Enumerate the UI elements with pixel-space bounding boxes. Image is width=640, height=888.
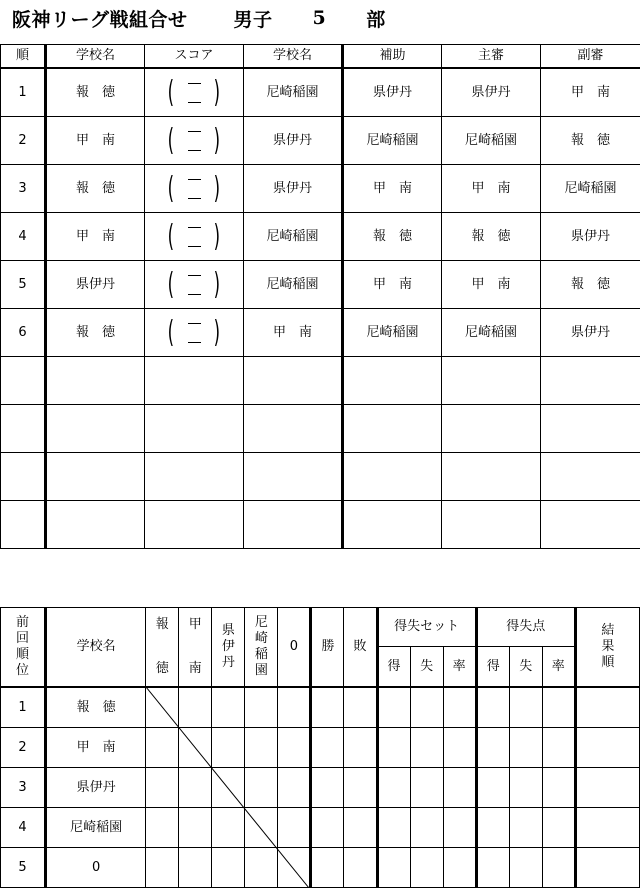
score-cell [145,261,244,309]
result-cell[interactable] [344,728,377,768]
result-cell[interactable] [212,728,245,768]
result-cell[interactable] [410,768,443,808]
result-cell[interactable] [146,808,179,848]
sub-referee: 報 徳 [541,117,640,165]
standings-school: 0 [46,848,146,888]
standings-row [1,848,640,888]
empty-cell[interactable] [541,501,640,549]
result-cell[interactable] [509,808,542,848]
result-cell[interactable] [344,687,377,728]
result-cell[interactable] [377,848,410,888]
header-result-rank: 結 果 順 [575,608,639,688]
standings-school: 尼崎稲園 [46,808,146,848]
empty-cell[interactable] [343,357,442,405]
empty-cell[interactable] [244,357,343,405]
result-cell[interactable] [410,728,443,768]
result-cell[interactable] [212,808,245,848]
result-cell[interactable] [542,728,575,768]
result-cell[interactable] [476,768,509,808]
result-cell[interactable] [245,808,278,848]
empty-cell[interactable] [541,453,640,501]
match-order: 3 [1,165,46,213]
result-cell[interactable] [443,728,476,768]
schedule-row [1,165,640,213]
result-cell[interactable] [278,848,311,888]
empty-cell[interactable] [343,501,442,549]
schedule-empty-row [1,357,640,405]
empty-cell[interactable] [244,501,343,549]
result-cell[interactable] [245,687,278,728]
result-cell[interactable] [509,848,542,888]
empty-cell[interactable] [1,357,46,405]
result-cell[interactable] [344,848,377,888]
result-cell[interactable] [311,728,344,768]
header-sub-referee: 副審 [541,45,640,69]
school-b: 尼崎稲園 [244,68,343,117]
schedule-empty-row [1,405,640,453]
sub-referee: 甲 南 [541,68,640,117]
result-cell[interactable] [509,687,542,728]
school-b: 尼崎稲園 [244,261,343,309]
result-cell[interactable] [575,848,639,888]
empty-cell[interactable] [145,501,244,549]
result-cell[interactable] [278,768,311,808]
schedule-row [1,213,640,261]
result-cell[interactable] [146,768,179,808]
result-cell[interactable] [410,848,443,888]
header-chief-referee: 主審 [442,45,541,69]
result-cell[interactable] [278,728,311,768]
header-prev-rank: 前 回 順 位 [1,608,46,688]
result-cell[interactable] [443,687,476,728]
sub-referee: 報 徳 [541,261,640,309]
title-division-label: 部 [366,8,386,31]
header-points-won: 得 [476,647,509,688]
result-cell[interactable] [443,848,476,888]
assist-official: 尼崎稲園 [343,117,442,165]
standings-header-row-1 [1,608,640,647]
header-vs-4: 尼 崎 稲 園 [245,608,278,688]
empty-cell[interactable] [442,405,541,453]
result-cell[interactable] [212,768,245,808]
result-cell[interactable] [245,728,278,768]
score-box: ( ) [167,122,221,158]
score-cell [145,117,244,165]
result-cell[interactable] [509,728,542,768]
standings-row [1,808,640,848]
result-cell[interactable] [146,848,179,888]
header-wins: 勝 [311,608,344,688]
schedule-empty-row [1,453,640,501]
title-main: 阪神リーグ戦組合せ [12,8,188,31]
result-cell[interactable] [344,808,377,848]
empty-cell[interactable] [145,453,244,501]
schedule-row [1,261,640,309]
assist-official: 県伊丹 [343,68,442,117]
sub-referee: 尼崎稲園 [541,165,640,213]
school-a: 報 徳 [46,68,145,117]
header-set-diff: 得失セット [377,608,476,647]
header-school-b: 学校名 [244,45,343,69]
standings-row [1,687,640,728]
result-cell[interactable] [377,728,410,768]
school-a: 報 徳 [46,165,145,213]
result-cell[interactable] [179,728,212,768]
header-standings-school: 学校名 [46,608,146,688]
header-losses: 敗 [344,608,377,688]
result-cell[interactable] [377,768,410,808]
empty-cell[interactable] [1,405,46,453]
empty-cell[interactable] [442,453,541,501]
school-a: 甲 南 [46,213,145,261]
schedule-empty-row [1,501,640,549]
result-cell[interactable] [443,768,476,808]
empty-cell[interactable] [145,405,244,453]
result-cell[interactable] [542,848,575,888]
result-cell[interactable] [476,848,509,888]
title-division-number: 5 [312,7,327,29]
result-cell[interactable] [278,808,311,848]
empty-cell[interactable] [1,453,46,501]
result-cell[interactable] [575,808,639,848]
empty-cell[interactable] [442,501,541,549]
header-order: 順 [1,45,46,69]
result-cell[interactable] [311,768,344,808]
schedule-row [1,309,640,357]
standings-school: 報 徳 [46,687,146,728]
score-cell [145,68,244,117]
school-b: 尼崎稲園 [244,213,343,261]
school-b: 甲 南 [244,309,343,357]
empty-cell[interactable] [46,453,145,501]
match-order: 1 [1,68,46,117]
school-b: 県伊丹 [244,117,343,165]
prev-rank: 5 [1,848,46,888]
empty-cell[interactable] [244,453,343,501]
standings-school: 県伊丹 [46,768,146,808]
score-box: ( ) [167,170,221,206]
match-order: 2 [1,117,46,165]
score-cell [145,213,244,261]
result-cell[interactable] [377,808,410,848]
header-point-diff: 得失点 [476,608,575,647]
prev-rank: 1 [1,687,46,728]
header-points-ratio: 率 [542,647,575,688]
result-cell[interactable] [575,728,639,768]
chief-referee: 県伊丹 [442,68,541,117]
assist-official: 甲 南 [343,261,442,309]
standings-table [0,607,640,888]
result-cell[interactable] [146,728,179,768]
header-sets-lost: 失 [410,647,443,688]
chief-referee: 尼崎稲園 [442,309,541,357]
chief-referee: 甲 南 [442,165,541,213]
result-cell[interactable] [509,768,542,808]
result-cell[interactable] [476,728,509,768]
header-sets-ratio: 率 [443,647,476,688]
standings-row [1,728,640,768]
result-cell[interactable] [179,768,212,808]
match-order: 6 [1,309,46,357]
score-box: ( ) [167,74,221,110]
chief-referee: 報 徳 [442,213,541,261]
empty-cell[interactable] [343,453,442,501]
empty-cell[interactable] [1,501,46,549]
result-cell[interactable] [245,848,278,888]
match-order: 4 [1,213,46,261]
schedule-header-row [1,45,640,69]
header-school-a: 学校名 [46,45,145,69]
empty-cell[interactable] [442,357,541,405]
result-cell[interactable] [542,808,575,848]
header-points-lost: 失 [509,647,542,688]
result-cell[interactable] [542,768,575,808]
result-cell[interactable] [245,768,278,808]
header-assist: 補助 [343,45,442,69]
result-cell[interactable] [179,687,212,728]
school-a: 報 徳 [46,309,145,357]
schedule-row [1,117,640,165]
result-cell[interactable] [179,808,212,848]
schedule-row [1,68,640,117]
result-cell[interactable] [476,808,509,848]
result-cell[interactable] [311,687,344,728]
score-box: ( ) [167,266,221,302]
score-box: ( ) [167,218,221,254]
match-order: 5 [1,261,46,309]
sub-referee: 県伊丹 [541,213,640,261]
score-cell [145,165,244,213]
page-title [12,4,386,32]
result-cell[interactable] [377,687,410,728]
empty-cell[interactable] [46,501,145,549]
result-cell[interactable] [575,687,639,728]
score-cell [145,309,244,357]
result-cell[interactable] [311,808,344,848]
sub-referee: 県伊丹 [541,309,640,357]
empty-cell[interactable] [343,405,442,453]
result-cell[interactable] [146,687,179,728]
match-schedule-table [0,44,640,549]
result-cell[interactable] [575,768,639,808]
chief-referee: 尼崎稲園 [442,117,541,165]
header-vs-3: 県 伊 丹 [212,608,245,688]
result-cell[interactable] [410,687,443,728]
result-cell[interactable] [311,848,344,888]
assist-official: 尼崎稲園 [343,309,442,357]
result-cell[interactable] [542,687,575,728]
result-cell[interactable] [410,808,443,848]
header-vs-1: 報 徳 [146,608,179,688]
prev-rank: 3 [1,768,46,808]
empty-cell[interactable] [145,357,244,405]
result-cell[interactable] [278,687,311,728]
title-gender: 男子 [233,8,273,31]
result-cell[interactable] [443,808,476,848]
assist-official: 報 徳 [343,213,442,261]
empty-cell[interactable] [46,405,145,453]
empty-cell[interactable] [541,405,640,453]
result-cell[interactable] [179,848,212,888]
standings-school: 甲 南 [46,728,146,768]
empty-cell[interactable] [244,405,343,453]
prev-rank: 2 [1,728,46,768]
chief-referee: 甲 南 [442,261,541,309]
header-score: スコア [145,45,244,69]
prev-rank: 4 [1,808,46,848]
header-vs-2: 甲 南 [179,608,212,688]
result-cell[interactable] [212,848,245,888]
score-box: ( ) [167,314,221,350]
result-cell[interactable] [212,687,245,728]
empty-cell[interactable] [541,357,640,405]
school-b: 県伊丹 [244,165,343,213]
empty-cell[interactable] [46,357,145,405]
assist-official: 甲 南 [343,165,442,213]
school-a: 甲 南 [46,117,145,165]
result-cell[interactable] [344,768,377,808]
header-sets-won: 得 [377,647,410,688]
header-vs-5: 0 [278,608,311,688]
standings-row [1,768,640,808]
result-cell[interactable] [476,687,509,728]
school-a: 県伊丹 [46,261,145,309]
